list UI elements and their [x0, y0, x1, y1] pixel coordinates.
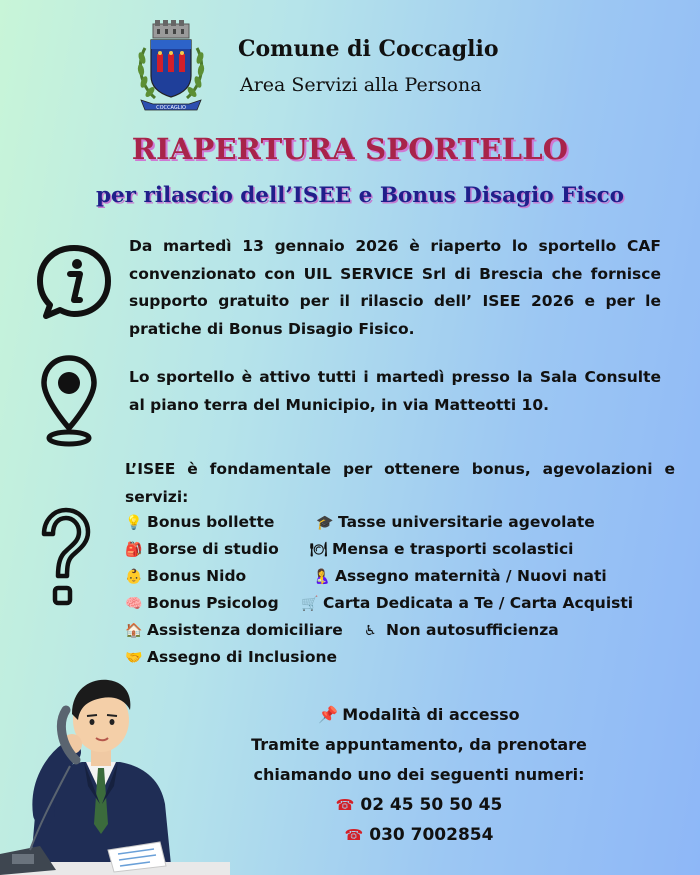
intro-paragraph: Da martedì 13 gennaio 2026 è riaperto lo sportello CAF convenzionato con UIL SERVICE Srl di Brescia che fornisce supporto gratuito per il rilascio dell’ ISEE 2026 e per le pratiche di Bonus Disagio Fisico. — [129, 237, 661, 338]
man-on-phone-illustration — [0, 674, 230, 875]
backpack-icon: 🎒 — [125, 542, 143, 558]
municipal-crest-logo — [135, 18, 207, 114]
lightbulb-icon: 💡 — [125, 515, 143, 531]
benefit-item: 👶 Bonus Nido — [125, 567, 247, 585]
access-heading: 📌 Modalità di accesso — [318, 705, 520, 724]
location-paragraph: Lo sportello è attivo tutti i martedì presso la Sala Consulte al piano terra del Municipio, in via Matteotti 10. — [129, 368, 661, 414]
phone-number-1[interactable]: ☎ 02 45 50 50 45 — [335, 795, 503, 815]
wheelchair-icon: ♿ — [364, 623, 377, 639]
benefit-item: 🎓 Tasse universitarie agevolate — [316, 513, 595, 531]
info-icon — [36, 244, 112, 320]
benefit-item: 🤝 Assegno di Inclusione — [125, 648, 338, 666]
shopping-cart-icon: 🛒 — [301, 596, 319, 612]
benefit-item: 🛒 Carta Dedicata a Te / Carta Acquisti — [301, 594, 634, 612]
benefit-item: 🎒 Borse di studio — [125, 540, 279, 558]
question-mark-icon — [38, 506, 94, 614]
organization-department: Area Servizi alla Persona — [240, 74, 482, 96]
benefit-item: ♿ Non autosufficienza — [364, 621, 559, 639]
baby-icon: 👶 — [125, 569, 143, 585]
benefit-item: 🏠 Assistenza domiciliare — [125, 621, 343, 639]
benefit-item: 🧠 Bonus Psicolog — [125, 594, 279, 612]
graduation-cap-icon: 🎓 — [316, 515, 334, 531]
plate-icon: 🍽 — [310, 542, 328, 558]
access-line-2: chiamando uno dei seguenti numeri: — [253, 765, 585, 784]
page-subtitle: per rilascio dell’ISEE e Bonus Disagio Fisco — [95, 183, 625, 208]
crest-ribbon-text: COCCAGLIO — [156, 105, 186, 111]
phone-number-2[interactable]: ☎ 030 7002854 — [344, 825, 494, 845]
organization-name: Comune di Coccaglio — [238, 36, 499, 62]
page-title: RIAPERTURA SPORTELLO — [131, 132, 569, 166]
benefit-item: 🤱 Assegno maternità / Nuovi nati — [313, 567, 607, 585]
mother-baby-icon: 🤱 — [313, 569, 331, 585]
telephone-icon: ☎ — [335, 796, 355, 814]
access-line-1: Tramite appuntamento, da prenotare — [251, 735, 587, 754]
pushpin-icon: 📌 — [318, 705, 339, 724]
telephone-icon: ☎ — [344, 826, 364, 844]
brain-icon: 🧠 — [125, 596, 143, 612]
benefit-item: 💡 Bonus bollette — [125, 513, 275, 531]
house-icon: 🏠 — [125, 623, 143, 639]
location-pin-icon — [40, 354, 98, 450]
benefit-item: 🍽 Mensa e trasporti scolastici — [310, 540, 574, 558]
handshake-icon: 🤝 — [125, 650, 143, 666]
isee-intro-paragraph: L’ISEE è fondamentale per ottenere bonus, agevolazioni e servizi: — [125, 460, 675, 506]
